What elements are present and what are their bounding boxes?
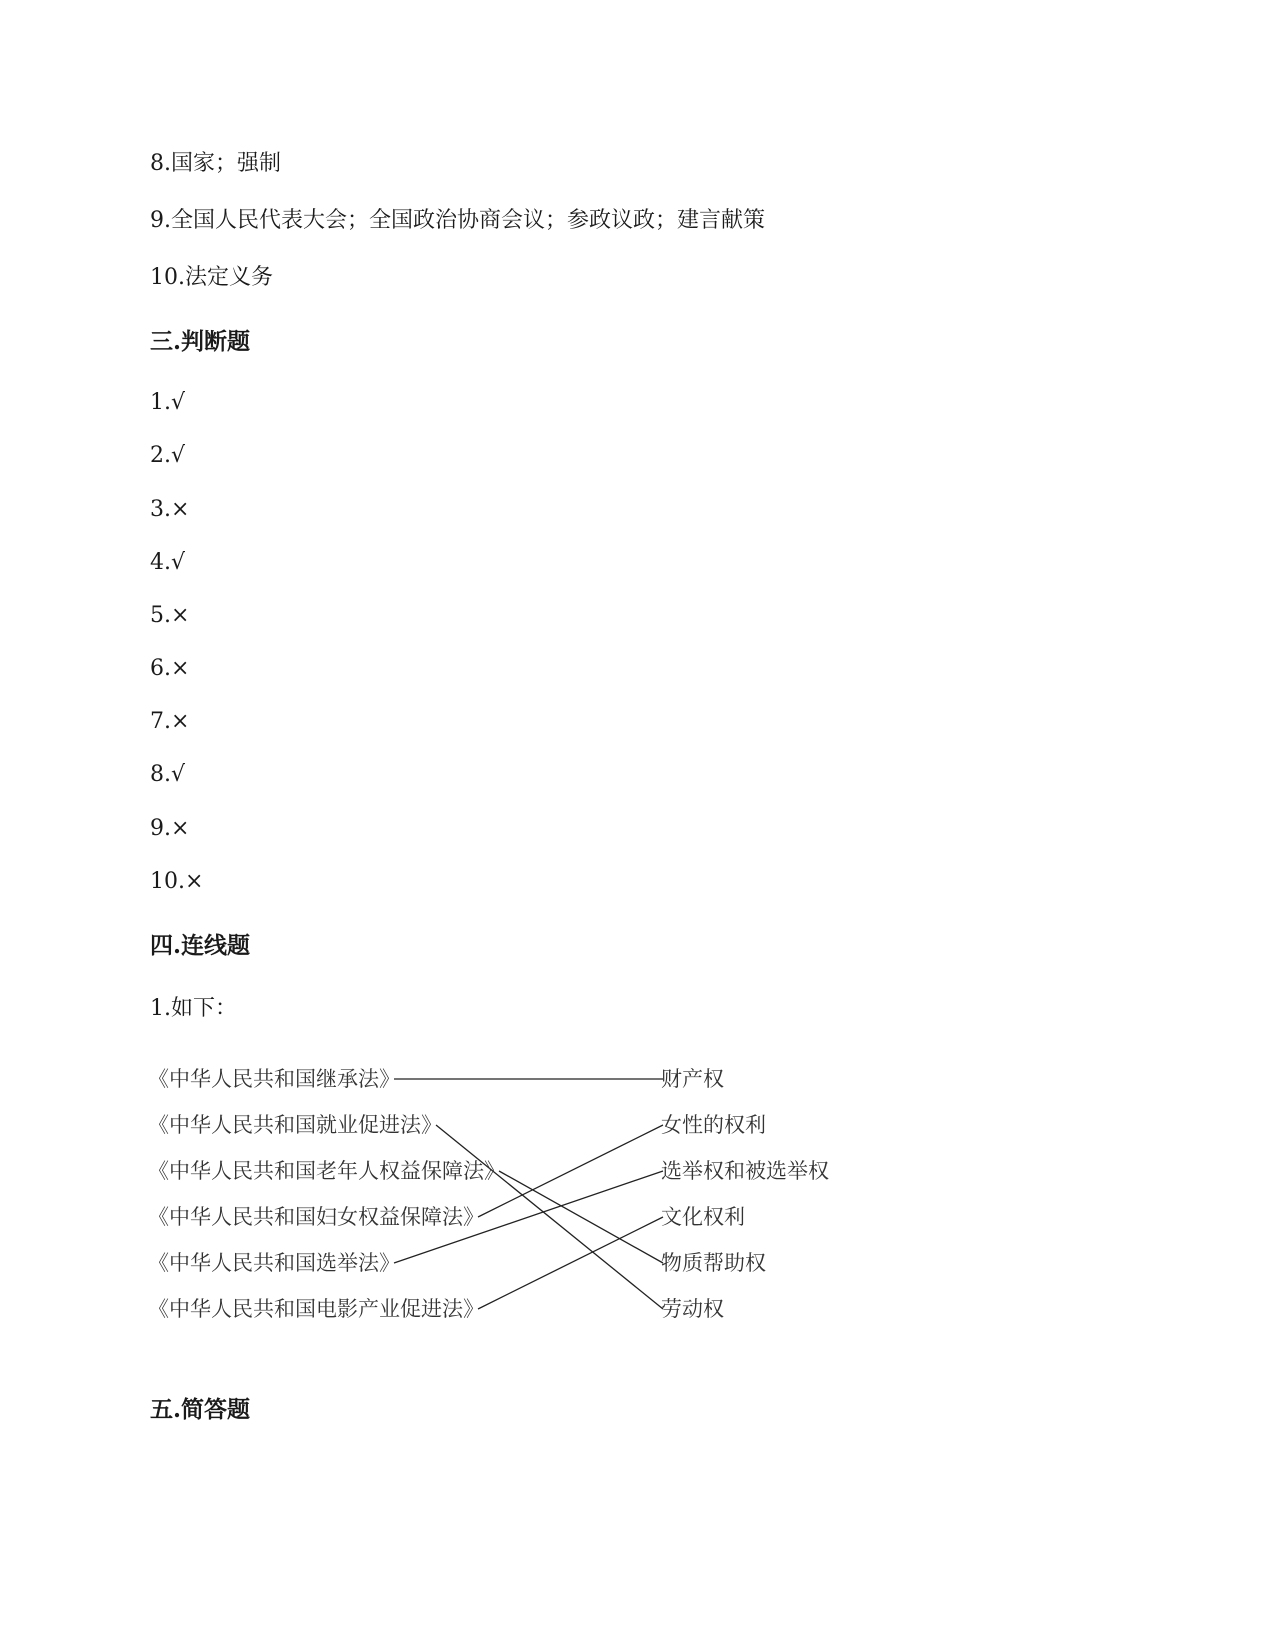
law-left-5: 《中华人民共和国电影产业促进法》 — [148, 1297, 484, 1321]
fill-answer-8: 8.国家；强制 — [150, 151, 281, 176]
law-left-2: 《中华人民共和国老年人权益保障法》 — [148, 1159, 505, 1183]
connector-line-2-4 — [499, 1171, 663, 1263]
section-heading-judgment: 三.判断题 — [150, 328, 251, 355]
right-item-5: 劳动权 — [661, 1297, 724, 1321]
judgment-answer-6: 6.× — [150, 656, 190, 681]
connector-line-5-3 — [478, 1217, 663, 1309]
fill-answer-9: 9.全国人民代表大会；全国政治协商会议；参政议政；建言献策 — [150, 208, 765, 233]
law-left-4: 《中华人民共和国选举法》 — [148, 1251, 400, 1275]
right-item-3: 文化权利 — [661, 1205, 745, 1229]
law-left-1: 《中华人民共和国就业促进法》 — [148, 1113, 442, 1137]
right-item-1: 女性的权利 — [661, 1113, 766, 1137]
right-item-0: 财产权 — [661, 1067, 724, 1091]
judgment-answer-3: 3.× — [150, 497, 190, 522]
judgment-answer-7: 7.× — [150, 709, 190, 734]
right-item-4: 物质帮助权 — [661, 1251, 766, 1275]
law-left-0: 《中华人民共和国继承法》 — [148, 1067, 400, 1091]
judgment-answer-10: 10.× — [150, 869, 204, 894]
section-heading-short-answer: 五.简答题 — [150, 1396, 251, 1423]
matching-item-1: 1.如下： — [150, 996, 237, 1021]
judgment-answer-2: 2.√ — [150, 443, 186, 468]
judgment-answer-4: 4.√ — [150, 550, 186, 575]
judgment-answer-1: 1.√ — [150, 390, 186, 415]
judgment-answer-8: 8.√ — [150, 762, 186, 787]
fill-answer-10: 10.法定义务 — [150, 265, 273, 290]
law-left-3: 《中华人民共和国妇女权益保障法》 — [148, 1205, 484, 1229]
section-heading-matching: 四.连线题 — [150, 932, 251, 959]
right-item-2: 选举权和被选举权 — [661, 1159, 829, 1183]
judgment-answer-5: 5.× — [150, 603, 190, 628]
matching-figure — [148, 1066, 848, 1356]
judgment-answer-9: 9.× — [150, 816, 190, 841]
